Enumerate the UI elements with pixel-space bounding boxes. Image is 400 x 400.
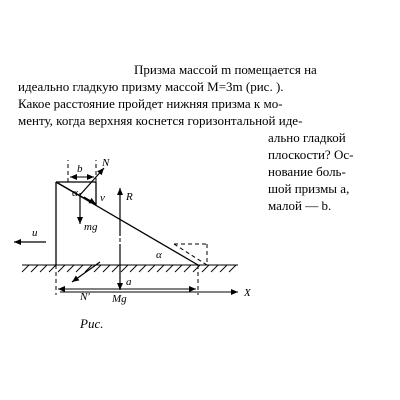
label-N-prime: N′ bbox=[80, 291, 90, 303]
label-alpha-small: α bbox=[72, 187, 78, 199]
label-Mg: Mg bbox=[112, 293, 127, 305]
problem-line-9: малой — b. bbox=[268, 198, 332, 213]
label-alpha-big: α bbox=[156, 249, 162, 261]
label-v: v bbox=[100, 192, 105, 204]
label-X: X bbox=[244, 287, 251, 299]
problem-line-2: идеально гладкую призму массой M=3m (рис. ). bbox=[18, 79, 284, 94]
label-N: N bbox=[102, 157, 110, 169]
label-a: a bbox=[126, 276, 132, 288]
problem-line-5: ально гладкой bbox=[268, 130, 346, 145]
label-u: u bbox=[32, 227, 38, 239]
problem-line-8: шой призмы a, bbox=[268, 181, 350, 196]
label-R: R bbox=[126, 191, 133, 203]
figure-caption: Рис. bbox=[80, 316, 104, 331]
problem-line-4: менту, когда верхняя коснется горизонтальной иде- bbox=[18, 113, 303, 128]
problem-line-7: нование боль- bbox=[268, 164, 346, 179]
label-b: b bbox=[77, 163, 83, 175]
label-mg: mg bbox=[84, 221, 98, 233]
vector-v bbox=[84, 197, 96, 204]
problem-line-1: Призма массой m помещается на bbox=[134, 62, 317, 77]
problem-line-6: плоскости? Ос- bbox=[268, 147, 354, 162]
problem-line-3: Какое расстояние пройдет нижняя призма к мо- bbox=[18, 96, 283, 111]
dashed-positions bbox=[56, 160, 207, 295]
ground bbox=[22, 265, 238, 272]
